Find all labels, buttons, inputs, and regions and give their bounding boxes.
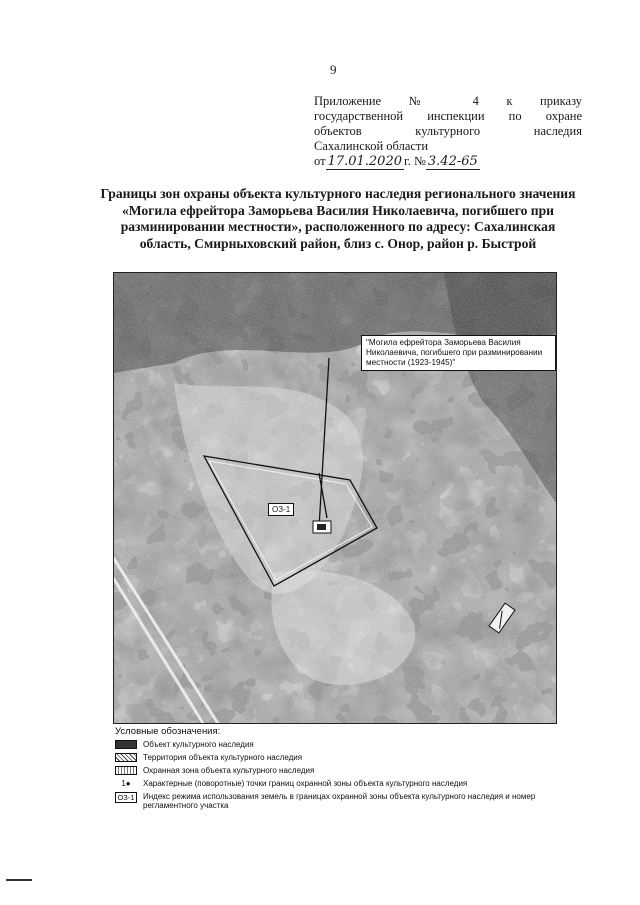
handwritten-number: 3.42-65 [427,154,478,169]
annex-date-line [314,154,582,169]
legend-label: Индекс режима использования земель в границах охранной зоны объекта культурного наследия и номер регламентного участка [143,792,536,810]
legend-item-territory [115,753,545,762]
annex-line-1: Приложение № 4 к приказу [314,94,582,108]
number-prefix: г. № [404,154,426,168]
document-title: Границы зон охраны объекта культурного наследия регионального значения «Могила ефрейтора Заморьева Василия Николаевича, погибшего при разминировании местности», расположенного по адресу: Сахалинская область, Смирныховский район, близ с. Онор, район р. Быстрой [100,186,576,251]
map-legend [115,726,545,814]
annex-line-2: государственной инспекции по охране [314,109,582,123]
legend-item-object [115,740,545,749]
legend-item-turning-points [115,779,545,788]
zone-index-icon: ОЗ-1 [115,792,137,803]
turning-point-icon: 1● [121,779,131,788]
margin-mark [6,879,32,881]
satellite-map [113,272,557,724]
object-symbol-icon [115,740,137,749]
legend-item-protection-zone [115,766,545,775]
annex-line-3: объектов культурного наследия [314,124,582,138]
legend-label: Объект культурного наследия [143,740,254,749]
territory-symbol-icon [115,753,137,762]
annex-block [314,94,582,169]
date-prefix: от [314,154,326,168]
legend-label: Охранная зона объекта культурного наследия [143,766,315,775]
zone-symbol-icon [115,766,137,775]
annex-line-4: Сахалинской области [314,139,429,153]
handwritten-date: 17.01.2020 [327,154,402,169]
legend-item-zone-index [115,792,545,810]
legend-title: Условные обозначения: [115,726,221,737]
legend-label: Характерные (поворотные) точки границ охранной зоны объекта культурного наследия [143,779,468,788]
legend-label: Территория объекта культурного наследия [143,753,303,762]
object-callout: "Могила ефрейтора Заморьева Василия Николаевича, погибшего при разминировании местности (1923-1945)" [361,335,556,371]
page-number: 9 [330,62,337,77]
zone-index-label: ОЗ-1 [268,503,294,516]
